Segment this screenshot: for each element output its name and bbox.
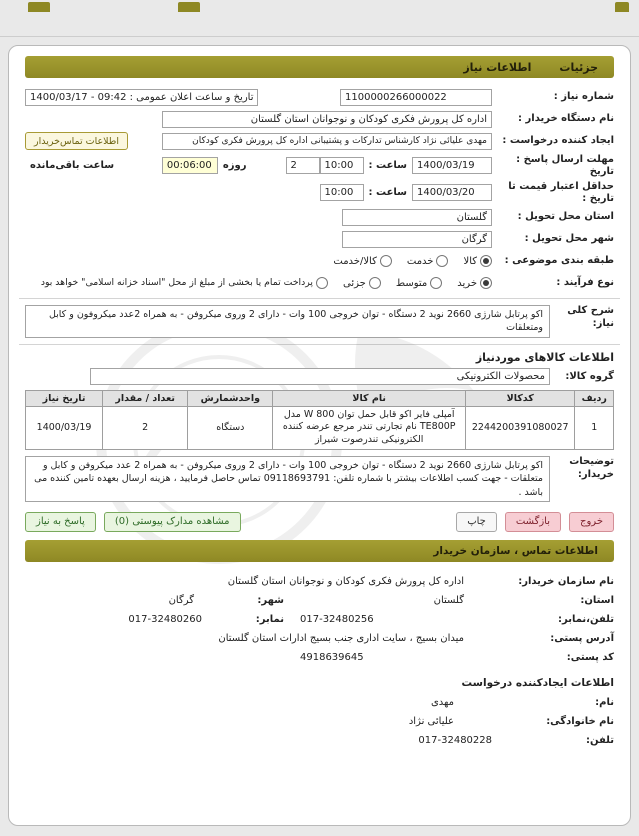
need-description-block [25, 305, 614, 338]
items-table-header-row [26, 390, 614, 406]
divider [19, 344, 620, 345]
creator-row [25, 132, 614, 150]
remaining-time-label: ساعت باقی‌مانده [30, 160, 115, 171]
contact-section-header [25, 540, 614, 562]
radio-icon [430, 277, 442, 289]
col-header-item-code: کدکالا [466, 390, 575, 406]
col-header-need-date: تاریخ نیاز [26, 390, 103, 406]
deadline-hour-label: ساعت : [368, 160, 407, 171]
need-description-label: شرح کلی نیاز: [567, 305, 614, 329]
tab-stub-icon[interactable] [615, 2, 629, 12]
address-row [25, 629, 614, 648]
delivery-province-row [25, 208, 614, 226]
validity-row [25, 181, 614, 204]
deadline-days-field[interactable]: 2 [286, 157, 320, 174]
respond-to-need-button[interactable]: پاسخ به نیاز [25, 512, 96, 532]
buyer-org-row [25, 110, 614, 128]
process-option-purchase[interactable] [457, 277, 492, 289]
process-option-medium[interactable] [396, 277, 442, 289]
contact-city-value: گرگان [168, 594, 194, 606]
creator-phone-label: تلفن: [585, 734, 614, 746]
option-label: خرید [457, 277, 477, 289]
delivery-province-label: استان محل تحویل : [517, 211, 614, 223]
section-tabbar [25, 56, 614, 78]
org-name-value: اداره کل پرورش فکری کودکان و نوجوانان استان گلستان [227, 575, 464, 587]
table-row [26, 406, 614, 449]
buyer-org-value: اداره کل پرورش فکری کودکان و نوجوانان استان گلستان [162, 111, 492, 128]
buyer-notes-label: توضیحات خریدار: [569, 456, 614, 480]
process-option-treasury[interactable] [41, 277, 328, 289]
cell-need-date: 1400/03/19 [26, 406, 103, 449]
col-header-item-name: نام کالا [273, 390, 466, 406]
category-option-goods[interactable] [463, 255, 492, 267]
contact-fax-value: 017-32480260 [128, 613, 202, 625]
tab-stub-icon[interactable] [28, 2, 50, 12]
buyer-contact-button[interactable]: اطلاعات تماس‌خریدار [25, 132, 128, 150]
back-button[interactable]: بازگشت [505, 512, 561, 532]
delivery-city-value: گرگان [342, 231, 492, 248]
item-group-value: محصولات الکترونیکی [90, 368, 550, 385]
col-header-quantity: تعداد / مقدار [103, 390, 188, 406]
creator-value: مهدی علیائی نژاد کارشناس تدارکات و پشتیبانی اداره کل پرورش فکری کودکان [162, 133, 492, 150]
exit-button[interactable]: خروج [569, 512, 614, 532]
contact-header-label: اطلاعات تماس ، سازمان خریدار [433, 544, 598, 557]
postal-code-label: کد پستی: [566, 651, 614, 663]
process-type-label: نوع فرآیند : [556, 277, 614, 289]
category-option-goods-service[interactable] [333, 255, 392, 267]
need-details-card [8, 45, 631, 826]
creator-phone-row [25, 731, 614, 750]
radio-icon [369, 277, 381, 289]
buyer-notes-box: اکو پرتابل شارژی 2660 نوید 2 دستگاه - توان خروجی 100 وات - دارای 2 وروی میکروفن - به همراه 2 عدد میکروفن و کابل و متعلقات - جهت کسب اطلاعات بیشتر با شماره تلفن: 09118693791 تماس حاصل فرمایید ، هزینه ارسال بعهده تامین کننده می باشد . [25, 456, 550, 502]
deadline-date-field[interactable]: 1400/03/19 [412, 157, 492, 174]
creator-phone-value: 017-32480228 [418, 734, 492, 746]
category-label: طبقه بندی موضوعی : [504, 255, 614, 267]
creator-family-value: علیائی نژاد [408, 715, 454, 727]
buyer-notes-block [25, 456, 614, 502]
item-group-label: گروه کالا: [565, 370, 614, 382]
remaining-time-value: 00:06:00 [162, 157, 218, 174]
cell-item-name: آمپلی فایر اکو قابل حمل توان 800 W مدل TE800P نام تجارتی تندر مرجع عرضه کننده الکترونیکی تندرصوت شیراز [273, 406, 466, 449]
creator-label: ایجاد کننده درخواست : [502, 135, 614, 147]
tab-details[interactable]: جزئیات [559, 60, 598, 74]
option-label: پرداخت تمام یا بخشی از مبلغ از محل "اسناد خزانه اسلامی" خواهد بود [40, 276, 314, 288]
process-option-minor[interactable] [343, 277, 381, 289]
creator-section-title: اطلاعات ایجادکننده درخواست [461, 676, 614, 689]
category-option-service[interactable] [407, 255, 449, 267]
items-section-title: اطلاعات کالاهای موردنیاز [475, 350, 614, 364]
org-name-row [25, 572, 614, 591]
delivery-city-row [25, 230, 614, 248]
print-button[interactable]: چاپ [456, 512, 497, 532]
delivery-city-label: شهر محل تحویل : [524, 233, 614, 245]
need-number-row [25, 88, 614, 106]
creator-family-row [25, 712, 614, 731]
contact-address-value: میدان بسیج ، سایت اداری جنب بسیج ادارات استان گلستان [218, 632, 464, 644]
divider [19, 298, 620, 299]
phone-fax-row [25, 610, 614, 629]
radio-selected-icon [480, 277, 492, 289]
cell-unit: دستگاه [188, 406, 273, 449]
creator-name-label: نام: [595, 696, 614, 708]
need-number-label: شماره نیاز : [553, 91, 614, 103]
org-name-label: نام سازمان خریدار: [518, 575, 614, 587]
radio-icon [380, 255, 392, 267]
option-label: جزئی [343, 277, 366, 289]
browser-top-strip [0, 0, 639, 37]
need-description-box: اکو پرتابل شارژی 2660 نوید 2 دستگاه - توان خروجی 100 وات - دارای 2 وروی میکروفن - به همراه 2عدد میکروفون و کابل ومتعلقات [25, 305, 550, 338]
delivery-province-value: گلستان [342, 209, 492, 226]
option-label: خدمت [406, 255, 434, 267]
contact-province-value: گلستان [433, 594, 464, 606]
validity-label: حداقل اعتبار قیمت تا تاریخ : [508, 181, 614, 204]
tab-stub-icon[interactable] [178, 2, 200, 12]
creator-name-value: مهدی [430, 696, 454, 708]
deadline-time-field[interactable]: 10:00 [320, 157, 364, 174]
validity-time-field[interactable]: 10:00 [320, 184, 364, 201]
need-number-value: 1100000266000022 [340, 89, 492, 106]
option-label: متوسط [395, 277, 428, 289]
option-label: کالا [463, 255, 477, 267]
radio-icon [436, 255, 448, 267]
province-city-row [25, 591, 614, 610]
postal-code-value: 4918639645 [300, 651, 364, 663]
item-group-row [25, 368, 614, 386]
col-header-unit: واحدشمارش [188, 390, 273, 406]
option-label: کالا/خدمت [333, 255, 377, 267]
announce-datetime-box: تاریخ و ساعت اعلان عمومی : 09:42 - 1400/03/17 [25, 89, 258, 106]
process-type-row [25, 274, 614, 292]
deadline-days-label: روزه [222, 160, 247, 171]
items-table [25, 390, 614, 450]
radio-selected-icon [480, 255, 492, 267]
deadline-row [25, 154, 614, 177]
creator-family-label: نام خانوادگی: [546, 715, 614, 727]
cell-item-code: 2244200391080027 [466, 406, 575, 449]
contact-address-label: آدرس پستی: [550, 632, 614, 644]
buyer-org-label: نام دستگاه خریدار : [518, 113, 614, 125]
contact-phone-label: تلفن،نمابر: [557, 613, 614, 625]
col-header-row-number: ردیف [575, 390, 614, 406]
cell-row-number: 1 [575, 406, 614, 449]
view-attachments-button[interactable]: مشاهده مدارک پیوستی (0) [104, 512, 241, 532]
contact-city-label: شهر: [257, 594, 284, 606]
contact-fax-label: نمابر: [255, 613, 284, 625]
action-buttons-row [25, 512, 614, 532]
cell-quantity: 2 [103, 406, 188, 449]
category-row [25, 252, 614, 270]
creator-name-row [25, 693, 614, 712]
tab-need-info[interactable]: اطلاعات نیاز [463, 60, 532, 74]
validity-hour-label: ساعت : [368, 187, 407, 198]
postal-code-row [25, 648, 614, 667]
radio-icon [316, 277, 328, 289]
contact-phone-value: 017-32480256 [300, 613, 374, 625]
deadline-label: مهلت ارسال پاسخ : تاریخ [516, 154, 614, 177]
validity-date-field[interactable]: 1400/03/20 [412, 184, 492, 201]
contact-province-label: استان: [580, 594, 614, 606]
